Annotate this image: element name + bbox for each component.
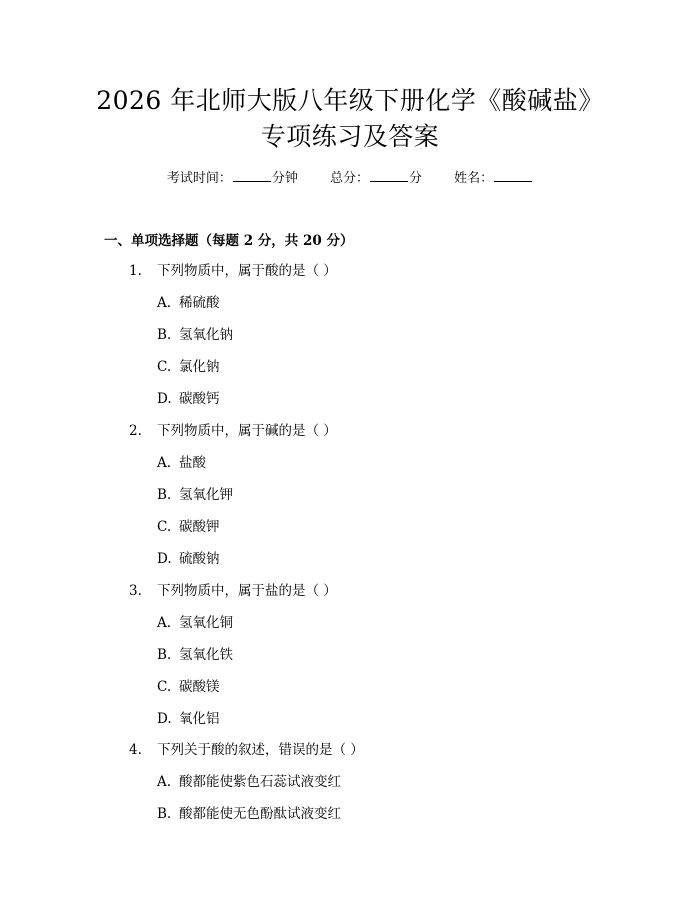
total-score-label: 总分： bbox=[329, 171, 369, 186]
exam-time-unit: 分钟 bbox=[271, 171, 298, 186]
question-text: 下列物质中，属于盐的是（ ） bbox=[157, 583, 337, 599]
option-letter: C. bbox=[157, 359, 172, 375]
question-1 bbox=[129, 262, 337, 280]
option-letter: B. bbox=[157, 647, 172, 663]
option-letter: A. bbox=[157, 455, 172, 471]
option-text: 氢氧化铁 bbox=[179, 647, 233, 663]
option-letter: C. bbox=[157, 679, 172, 695]
question-text: 下列物质中，属于酸的是（ ） bbox=[157, 263, 337, 279]
option-text: 氯化钠 bbox=[179, 359, 220, 375]
question-3 bbox=[129, 582, 337, 600]
total-score-blank[interactable] bbox=[370, 169, 408, 182]
option-text: 碳酸镁 bbox=[179, 679, 220, 695]
name-field bbox=[454, 169, 533, 188]
question-2-option-a bbox=[157, 454, 206, 472]
question-1-option-d bbox=[157, 390, 220, 408]
name-blank[interactable] bbox=[494, 169, 532, 182]
question-4-option-b bbox=[157, 805, 341, 823]
exam-time-blank[interactable] bbox=[233, 169, 271, 182]
question-2 bbox=[129, 422, 337, 440]
exam-time-label: 考试时间： bbox=[166, 171, 232, 186]
option-letter: D. bbox=[157, 711, 172, 727]
document-title-line-1: 2026 年北师大版八年级下册化学《酸碱盐》 bbox=[96, 86, 604, 115]
question-1-option-c bbox=[157, 358, 220, 376]
question-4 bbox=[129, 741, 364, 759]
question-3-option-d bbox=[157, 710, 220, 728]
question-number: 1. bbox=[129, 263, 142, 279]
question-2-option-c bbox=[157, 518, 220, 536]
question-text: 下列物质中，属于碱的是（ ） bbox=[157, 423, 337, 439]
option-text: 碳酸钾 bbox=[179, 519, 220, 535]
option-letter: C. bbox=[157, 519, 172, 535]
option-text: 酸都能使无色酚酞试液变红 bbox=[179, 806, 341, 822]
question-number: 3. bbox=[129, 583, 142, 599]
option-text: 氢氧化钾 bbox=[179, 487, 233, 503]
question-4-option-a bbox=[157, 773, 341, 791]
exam-info-line bbox=[0, 169, 700, 188]
option-text: 碳酸钙 bbox=[179, 391, 220, 407]
question-3-option-b bbox=[157, 646, 233, 664]
section-title: 一、单项选择题（每题 2 分，共 20 分） bbox=[104, 233, 354, 249]
option-letter: A. bbox=[157, 615, 172, 631]
option-letter: D. bbox=[157, 391, 172, 407]
question-text: 下列关于酸的叙述，错误的是（ ） bbox=[157, 742, 364, 758]
option-letter: B. bbox=[157, 806, 172, 822]
option-letter: B. bbox=[157, 327, 172, 343]
option-letter: B. bbox=[157, 487, 172, 503]
question-1-option-a bbox=[157, 294, 220, 312]
option-letter: A. bbox=[157, 774, 172, 790]
name-label: 姓名： bbox=[454, 171, 494, 186]
option-text: 硫酸钠 bbox=[179, 551, 220, 567]
option-text: 盐酸 bbox=[179, 455, 206, 471]
option-text: 氢氧化钠 bbox=[179, 327, 233, 343]
option-text: 氧化铝 bbox=[179, 711, 220, 727]
question-number: 4. bbox=[129, 742, 142, 758]
option-text: 氢氧化铜 bbox=[179, 615, 233, 631]
option-letter: A. bbox=[157, 295, 172, 311]
question-2-option-b bbox=[157, 486, 233, 504]
question-3-option-c bbox=[157, 678, 220, 696]
total-score-unit: 分 bbox=[409, 171, 423, 186]
question-3-option-a bbox=[157, 614, 233, 632]
option-text: 稀硫酸 bbox=[179, 295, 220, 311]
question-number: 2. bbox=[129, 423, 142, 439]
question-1-option-b bbox=[157, 326, 233, 344]
option-letter: D. bbox=[157, 551, 172, 567]
document-title-line-2: 专项练习及答案 bbox=[260, 122, 440, 151]
exam-time-field bbox=[167, 169, 298, 188]
option-text: 酸都能使紫色石蕊试液变红 bbox=[179, 774, 341, 790]
question-2-option-d bbox=[157, 550, 220, 568]
total-score-field bbox=[330, 169, 422, 188]
